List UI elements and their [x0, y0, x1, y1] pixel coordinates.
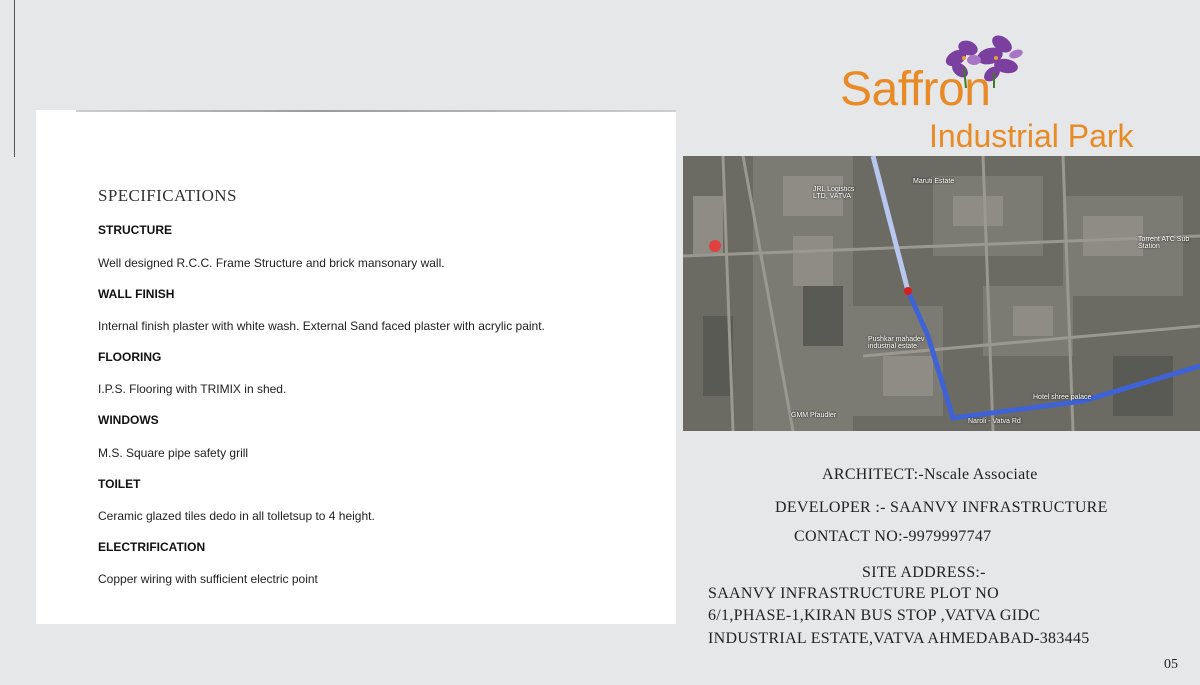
address-line-2: 6/1,PHASE-1,KIRAN BUS STOP ,VATVA GIDC [708, 607, 1041, 624]
map-label-jrl-logistics: JRL Logistics LTD, VATVA [813, 186, 855, 200]
spec-heading-windows: WINDOWS [98, 413, 159, 427]
spec-text-structure: Well designed R.C.C. Frame Structure and brick mansonary wall. [98, 256, 445, 270]
map-label-torrent-sub-station: Torrent ATC Sub Station [1138, 236, 1190, 250]
spec-heading-structure: STRUCTURE [98, 223, 172, 237]
spec-text-electrification: Copper wiring with sufficient electric point [98, 572, 318, 586]
spec-text-flooring: I.P.S. Flooring with TRIMIX in shed. [98, 382, 287, 396]
page-edge-line [0, 0, 15, 157]
specifications-title: SPECIFICATIONS [98, 186, 237, 205]
site-address-label: SITE ADDRESS:- [862, 564, 986, 581]
map-label-maruti-estate: Maruti Estate [913, 178, 955, 185]
map-label-pushkar-mahadev: Pushkar mahadev industrial estate [868, 336, 925, 350]
spec-heading-wall-finish: WALL FINISH [98, 287, 175, 301]
panel-top-rule [76, 110, 676, 112]
satellite-map-image [683, 156, 1200, 431]
spec-text-toilet: Ceramic glazed tiles dedo in all tolletsup to 4 height. [98, 509, 375, 523]
address-line-1: SAANVY INFRASTRUCTURE PLOT NO [708, 585, 999, 602]
contact-number-line: CONTACT NO:-9979997747 [794, 528, 992, 545]
spec-heading-flooring: FLOORING [98, 350, 162, 364]
spec-heading-toilet: TOILET [98, 477, 141, 491]
map-label-naroli-vatva-rd: Naroli - Vatva Rd [968, 418, 1021, 425]
saffron-logo [836, 28, 1176, 158]
developer-line: DEVELOPER :- SAANVY INFRASTRUCTURE [775, 499, 1108, 516]
address-line-3: INDUSTRIAL ESTATE,VATVA AHMEDABAD-383445 [708, 630, 1090, 647]
specifications-panel [36, 110, 676, 624]
page-number: 05 [1164, 657, 1178, 672]
spec-text-windows: M.S. Square pipe safety grill [98, 446, 249, 460]
spec-heading-electrification: ELECTRIFICATION [98, 540, 206, 554]
logo-name: Saffron [840, 63, 991, 116]
map-label-hotel-shree-palace: Hotel shree palace [1033, 394, 1092, 401]
location-map [683, 156, 1200, 431]
logo-subtitle: Industrial Park [929, 118, 1134, 154]
architect-line: ARCHITECT:-Nscale Associate [822, 466, 1038, 483]
map-label-gmm-pfaudler: GMM Pfaudler [791, 412, 837, 419]
spec-text-wall-finish: Internal finish plaster with white wash. External Sand faced plaster with acrylic paint. [98, 319, 545, 333]
